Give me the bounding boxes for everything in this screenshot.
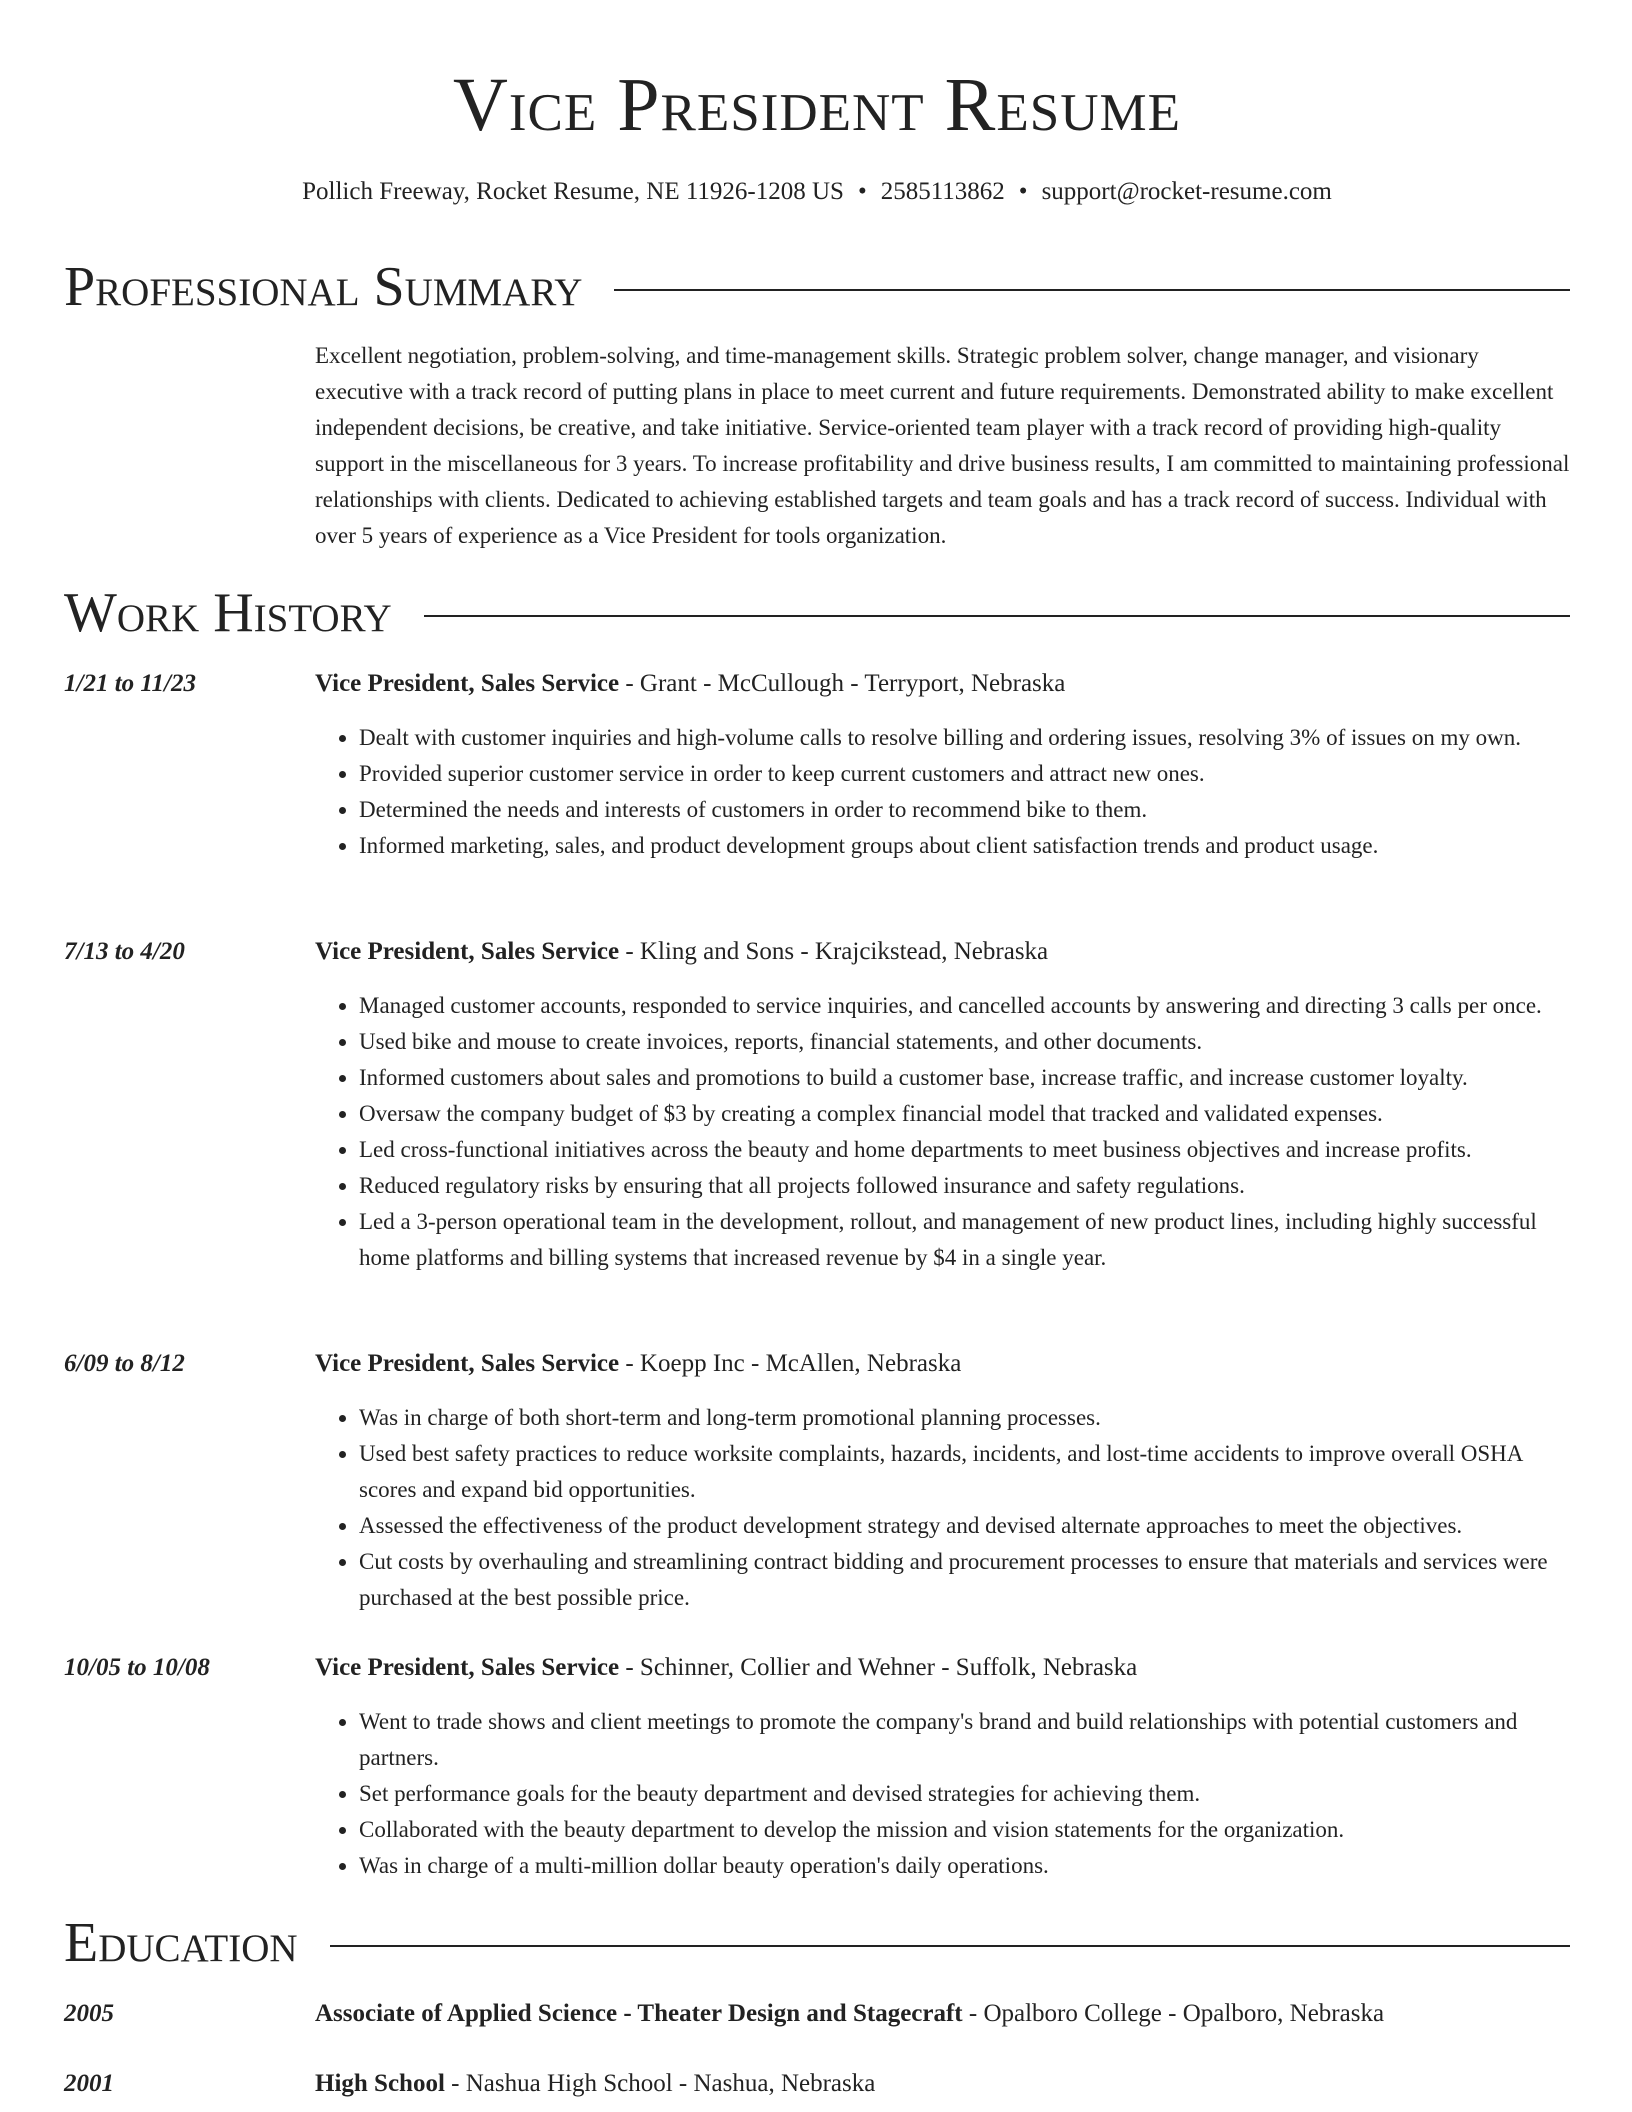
- contact-separator: •: [857, 178, 867, 205]
- job-bullet: • Was in charge of a multi-million dollar beauty operation's daily operations.: [359, 1848, 1570, 1884]
- job-bullets: [315, 988, 1570, 1276]
- section-divider: [424, 615, 1570, 617]
- job-title: Vice President, Sales Service: [315, 1654, 620, 1681]
- job-dates: 10/05 to 10/08: [64, 1654, 210, 1681]
- education-degree: Associate of Applied Science - Theater Design and Stagecraft: [315, 2000, 963, 2027]
- education-line: [315, 1996, 1570, 2032]
- contact-line: [64, 172, 1570, 212]
- job-title: Vice President, Sales Service: [315, 938, 620, 965]
- job-bullet: • Informed customers about sales and promotions to build a customer base, increase traffic, and increase customer loyalty.: [359, 1060, 1570, 1096]
- education-line: [315, 2066, 1570, 2102]
- job-title-line: [315, 1650, 1570, 1686]
- summary-section-header: [64, 254, 1570, 320]
- job-bullet: • Cut costs by overhauling and streamlining contract bidding and procurement processes to ensure that materials and services were purchased at the best possible price.: [359, 1544, 1570, 1616]
- job-bullet: • Used bike and mouse to create invoices, reports, financial statements, and other documents.: [359, 1024, 1570, 1060]
- education-year: 2001: [64, 2070, 114, 2097]
- job-title: Vice President, Sales Service: [315, 1350, 620, 1377]
- work-section-header: [64, 580, 1570, 646]
- section-divider: [330, 1945, 1570, 1947]
- job-bullet: • Collaborated with the beauty department to develop the mission and vision statements for the organization.: [359, 1812, 1570, 1848]
- job-bullet: • Provided superior customer service in order to keep current customers and attract new ones.: [359, 756, 1570, 792]
- job-employer: - Koepp Inc - McAllen, Nebraska: [619, 1350, 962, 1377]
- education-section-header: [64, 1910, 1570, 1976]
- job-title-line: [315, 934, 1570, 970]
- education-degree: High School: [315, 2070, 445, 2097]
- education-school: - Opalboro College - Opalboro, Nebraska: [962, 2000, 1385, 2027]
- job-dates: 1/21 to 11/23: [64, 670, 196, 697]
- job-bullet: • Oversaw the company budget of $3 by creating a complex financial model that tracked and validated expenses.: [359, 1096, 1570, 1132]
- job-title: Vice President, Sales Service: [315, 670, 620, 697]
- job-bullet: • Used best safety practices to reduce worksite complaints, hazards, incidents, and lost-time accidents to improve overall OSHA scores and expand bid opportunities.: [359, 1436, 1570, 1508]
- job-dates: 6/09 to 8/12: [64, 1350, 185, 1377]
- section-divider: [614, 289, 1570, 291]
- contact-address: Pollich Freeway, Rocket Resume, NE 11926-1208 US: [302, 178, 844, 205]
- job-bullet: • Led a 3-person operational team in the development, rollout, and management of new product lines, including highly successful home platforms and billing systems that increased revenue by $4 in a single year.: [359, 1204, 1570, 1276]
- job-title-line: [315, 1346, 1570, 1382]
- job-bullet: • Assessed the effectiveness of the product development strategy and devised alternate approaches to meet the objectives.: [359, 1508, 1570, 1544]
- education-year: 2005: [64, 2000, 114, 2027]
- contact-email: support@rocket-resume.com: [1041, 178, 1332, 205]
- job-bullet: • Informed marketing, sales, and product development groups about client satisfaction trends and product usage.: [359, 828, 1570, 864]
- summary-heading: Professional Summary: [64, 256, 583, 318]
- job-bullets: [315, 1704, 1570, 1884]
- contact-separator: •: [1018, 178, 1028, 205]
- job-bullet: • Dealt with customer inquiries and high-volume calls to resolve billing and ordering issues, resolving 3% of issues on my own.: [359, 720, 1570, 756]
- job-bullet: • Led cross-functional initiatives across the beauty and home departments to meet business objectives and increase profits.: [359, 1132, 1570, 1168]
- work-heading: Work History: [64, 582, 392, 644]
- education-school: - Nashua High School - Nashua, Nebraska: [444, 2070, 876, 2097]
- contact-phone: 2585113862: [880, 178, 1005, 205]
- summary-text: Excellent negotiation, problem-solving, and time-management skills. Strategic problem solver, change manager, and visionary executive with a track record of putting plans in place to meet current and future requirements. Demonstrated ability to make excellent independent decisions, be creative, and take initiative. Service-oriented team player with a track record of providing high-quality support in the miscellaneous for 3 years. To increase profitability and drive business results, I am committed to maintaining professional relationships with clients. Dedicated to achieving established targets and team goals and has a track record of success. Individual with over 5 years of experience as a Vice President for tools organization.: [315, 343, 1570, 548]
- job-employer: - Grant - McCullough - Terryport, Nebraska: [619, 670, 1066, 697]
- job-bullet: • Set performance goals for the beauty department and devised strategies for achieving them.: [359, 1776, 1570, 1812]
- job-employer: - Kling and Sons - Krajcikstead, Nebraska: [619, 938, 1049, 965]
- job-bullet: • Was in charge of both short-term and long-term promotional planning processes.: [359, 1400, 1570, 1436]
- job-bullet: • Managed customer accounts, responded to service inquiries, and cancelled accounts by answering and directing 3 calls per once.: [359, 988, 1570, 1024]
- job-bullet: • Determined the needs and interests of customers in order to recommend bike to them.: [359, 792, 1570, 828]
- job-title-line: [315, 666, 1570, 702]
- job-employer: - Schinner, Collier and Wehner - Suffolk, Nebraska: [619, 1654, 1138, 1681]
- education-heading: Education: [64, 1912, 298, 1974]
- resume-title: Vice President Resume: [453, 63, 1181, 147]
- job-bullet: • Went to trade shows and client meetings to promote the company's brand and build relationships with potential customers and partners.: [359, 1704, 1570, 1776]
- job-bullets: [315, 1400, 1570, 1616]
- job-dates: 7/13 to 4/20: [64, 938, 185, 965]
- job-bullet: • Reduced regulatory risks by ensuring that all projects followed insurance and safety regulations.: [359, 1168, 1570, 1204]
- job-bullets: [315, 720, 1570, 864]
